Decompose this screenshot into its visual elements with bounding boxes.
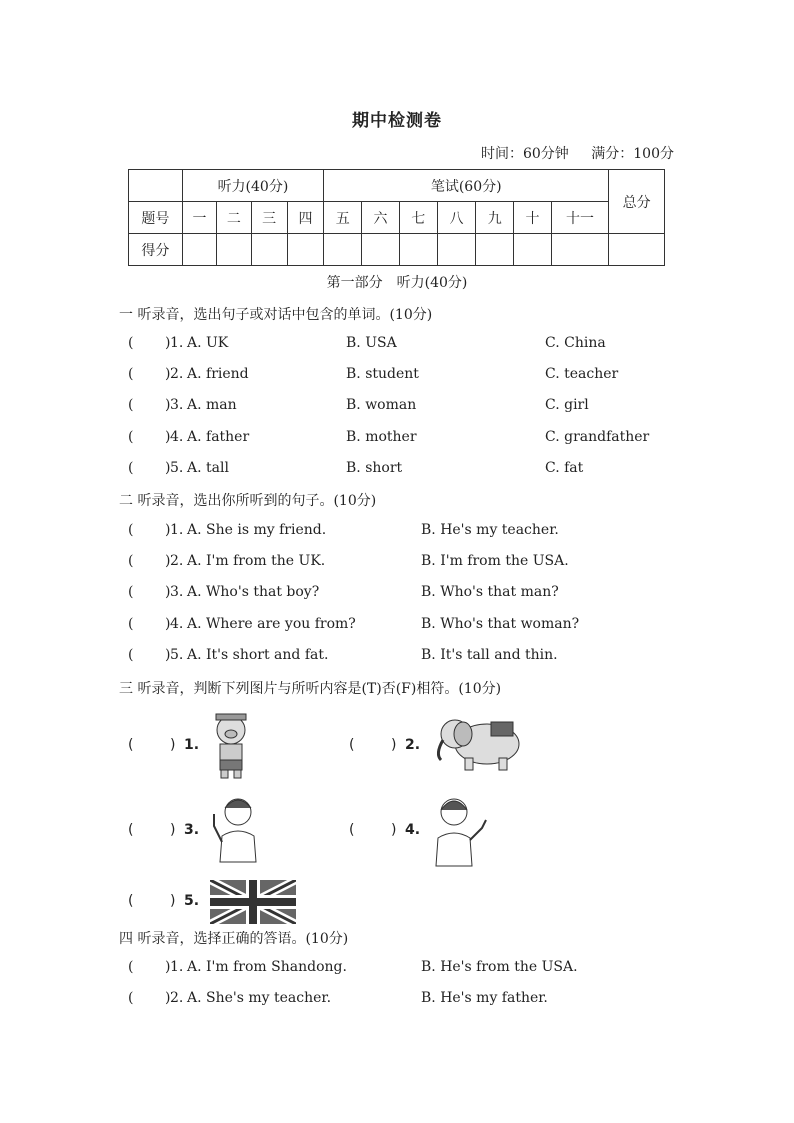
listening-header: 听力(40分): [182, 170, 323, 202]
question-number: 4.: [170, 428, 184, 445]
option-a: A. Who's that boy?: [187, 584, 320, 601]
option-b: B. He's my father.: [421, 990, 548, 1006]
score-cell[interactable]: [437, 234, 475, 266]
option-a: A. I'm from Shandong.: [187, 959, 347, 975]
question-number: 2.: [170, 553, 184, 570]
woman-image: [430, 792, 494, 868]
elephant-image: [433, 714, 521, 772]
total-header: 总分: [609, 170, 665, 234]
score-label: 满分：100分: [591, 146, 674, 162]
section-cell: 三: [251, 202, 287, 234]
section-cell: 六: [362, 202, 399, 234]
option-b: B. woman: [346, 397, 417, 414]
total-score-cell[interactable]: [609, 234, 665, 266]
corner-cell: [129, 170, 183, 202]
score-cell[interactable]: [287, 234, 323, 266]
option-b: B. Who's that woman?: [421, 615, 580, 632]
option-c: C. teacher: [545, 366, 619, 383]
option-c: C. fat: [545, 459, 584, 476]
section-cell: 十: [514, 202, 551, 234]
option-a: A. tall: [187, 459, 229, 476]
score-cell[interactable]: [551, 234, 609, 266]
option-a: A. She's my teacher.: [187, 990, 332, 1006]
question-number: 4.: [170, 615, 184, 632]
time-label: 时间：60分钟: [480, 146, 569, 162]
pig-image: [206, 708, 256, 780]
writing-header: 笔试(60分): [324, 170, 609, 202]
option-b: B. I'm from the USA.: [421, 553, 569, 570]
score-cell[interactable]: [399, 234, 437, 266]
boy-image: [208, 792, 264, 864]
section-2-heading: 二 听录音，选出你所听到的句子。(10分): [119, 493, 377, 509]
option-a: A. She is my friend.: [187, 522, 327, 538]
section-cell: 七: [399, 202, 437, 234]
option-c: C. China: [545, 335, 606, 351]
section-cell: 五: [324, 202, 362, 234]
option-a: A. man: [187, 397, 237, 414]
option-b: B. short: [346, 459, 403, 476]
option-a: A. It's short and fat.: [187, 646, 329, 663]
question-number: 5.: [170, 459, 184, 476]
section-cell: 八: [437, 202, 475, 234]
part-heading: 第一部分 听力(40分): [326, 275, 468, 291]
option-a: A. friend: [187, 366, 249, 383]
section-cell: 十一: [551, 202, 609, 234]
page-title: 期中检测卷: [352, 111, 442, 131]
section-cell: 四: [287, 202, 323, 234]
score-cell[interactable]: [324, 234, 362, 266]
section-cell: 九: [476, 202, 514, 234]
option-b: B. He's my teacher.: [421, 522, 559, 538]
option-b: B. USA: [346, 335, 397, 351]
section-3-heading: 三 听录音，判断下列图片与所听内容是(T)否(F)相符。(10分): [119, 681, 502, 697]
exam-info: [463, 143, 674, 163]
section-cell: 一: [182, 202, 216, 234]
score-cell[interactable]: [182, 234, 216, 266]
option-b: B. It's tall and thin.: [421, 646, 558, 663]
score-cell[interactable]: [514, 234, 551, 266]
score-cell[interactable]: [362, 234, 399, 266]
option-b: B. student: [346, 366, 419, 383]
question-number: 2.: [170, 366, 184, 383]
question-number: 2.: [170, 990, 184, 1006]
score-cell[interactable]: [217, 234, 251, 266]
score-cell[interactable]: [476, 234, 514, 266]
section-1-heading: 一 听录音，选出句子或对话中包含的单词。(10分): [119, 307, 433, 323]
question-number: 5.: [170, 646, 184, 663]
option-b: B. He's from the USA.: [421, 959, 578, 975]
question-number: 3.: [170, 397, 184, 414]
question-number: 1.: [170, 959, 184, 975]
question-row-label: 题号: [129, 202, 183, 234]
score-row-label: 得分: [129, 234, 183, 266]
score-cell[interactable]: [251, 234, 287, 266]
option-a: A. father: [187, 428, 250, 445]
option-b: B. Who's that man?: [421, 584, 559, 601]
question-number: 1.: [170, 522, 184, 538]
option-a: A. I'm from the UK.: [187, 553, 326, 570]
option-a: A. Where are you from?: [187, 615, 356, 632]
option-a: A. UK: [187, 335, 229, 351]
uk-flag-image: [210, 880, 296, 924]
score-table: [128, 169, 665, 266]
option-c: C. grandfather: [545, 428, 650, 445]
option-c: C. girl: [545, 397, 589, 414]
section-4-heading: 四 听录音，选择正确的答语。(10分): [119, 931, 349, 947]
question-number: 1.: [170, 335, 184, 351]
section-cell: 二: [217, 202, 251, 234]
question-number: 3.: [170, 584, 184, 601]
option-b: B. mother: [346, 428, 417, 445]
